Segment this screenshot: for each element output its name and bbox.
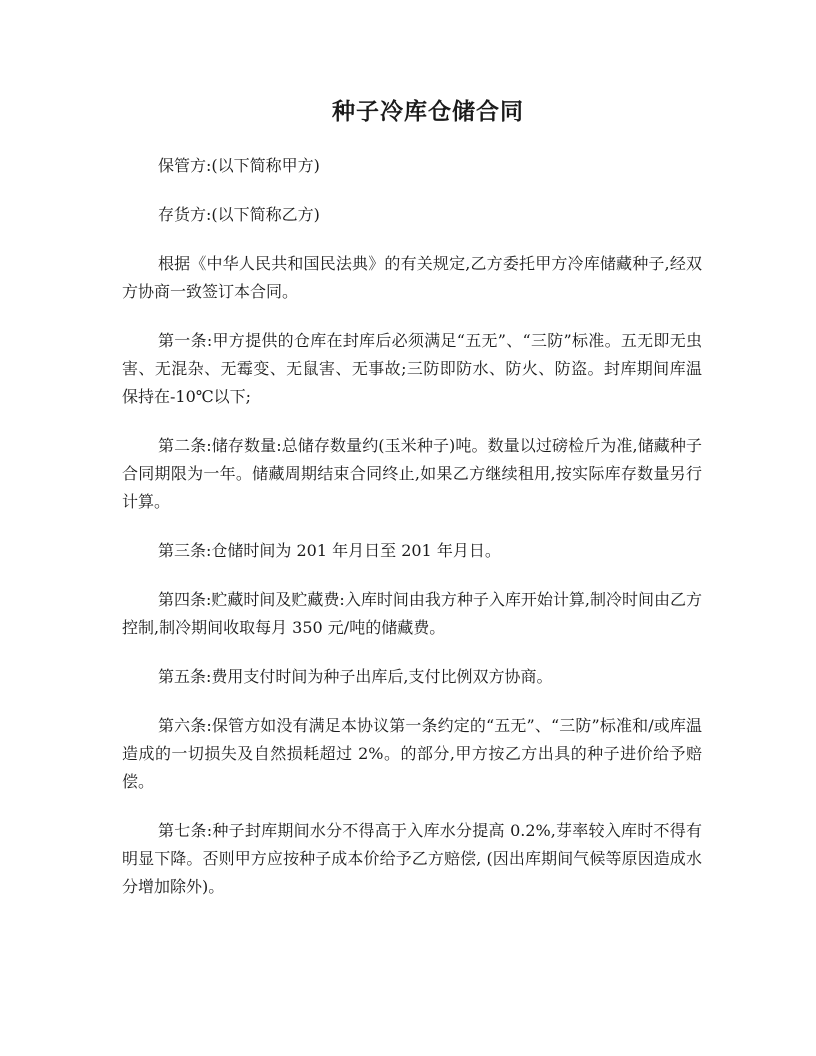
party-custodian: 保管方:(以下简称甲方) bbox=[158, 156, 320, 175]
preamble: 根据《中华人民共和国民法典》的有关规定,乙方委托甲方冷库储藏种子,经双方协商一致签订本合同。 bbox=[122, 254, 702, 301]
document-title: 种子冷库仓储合同 bbox=[332, 98, 524, 125]
article-1: 第一条:甲方提供的仓库在封库后必须满足“五无”、“三防”标准。五无即无虫害、无混杂、无霉变、无鼠害、无事故;三防即防水、防火、防盗。封库期间库温保持在-10℃以下; bbox=[122, 331, 702, 406]
document-body bbox=[122, 152, 702, 922]
article-4: 第四条:贮藏时间及贮藏费:入库时间由我方种子入库开始计算,制冷时间由乙方控制,制冷期间收取每月 350 元/吨的储藏费。 bbox=[122, 590, 702, 637]
article-2: 第二条:储存数量:总储存数量约(玉米种子)吨。数量以过磅检斤为准,储藏种子合同期限为一年。储藏周期结束合同终止,如果乙方继续租用,按实际库存数量另行计算。 bbox=[122, 436, 702, 511]
article-7: 第七条:种子封库期间水分不得高于入库水分提高 0.2%,芽率较入库时不得有明显下降。否则甲方应按种子成本价给予乙方赔偿, (因出库期间气候等原因造成水分增加除外)。 bbox=[122, 821, 702, 896]
article-6: 第六条:保管方如没有满足本协议第一条约定的“五无”、“三防”标准和/或库温造成的一切损失及自然损耗超过 2%。的部分,甲方按乙方出具的种子进价给予赔偿。 bbox=[122, 716, 702, 791]
article-5: 第五条:费用支付时间为种子出库后,支付比例双方协商。 bbox=[158, 667, 553, 686]
party-depositor: 存货方:(以下简称乙方) bbox=[158, 205, 320, 224]
article-3: 第三条:仓储时间为 201 年月日至 201 年月日。 bbox=[158, 541, 501, 560]
